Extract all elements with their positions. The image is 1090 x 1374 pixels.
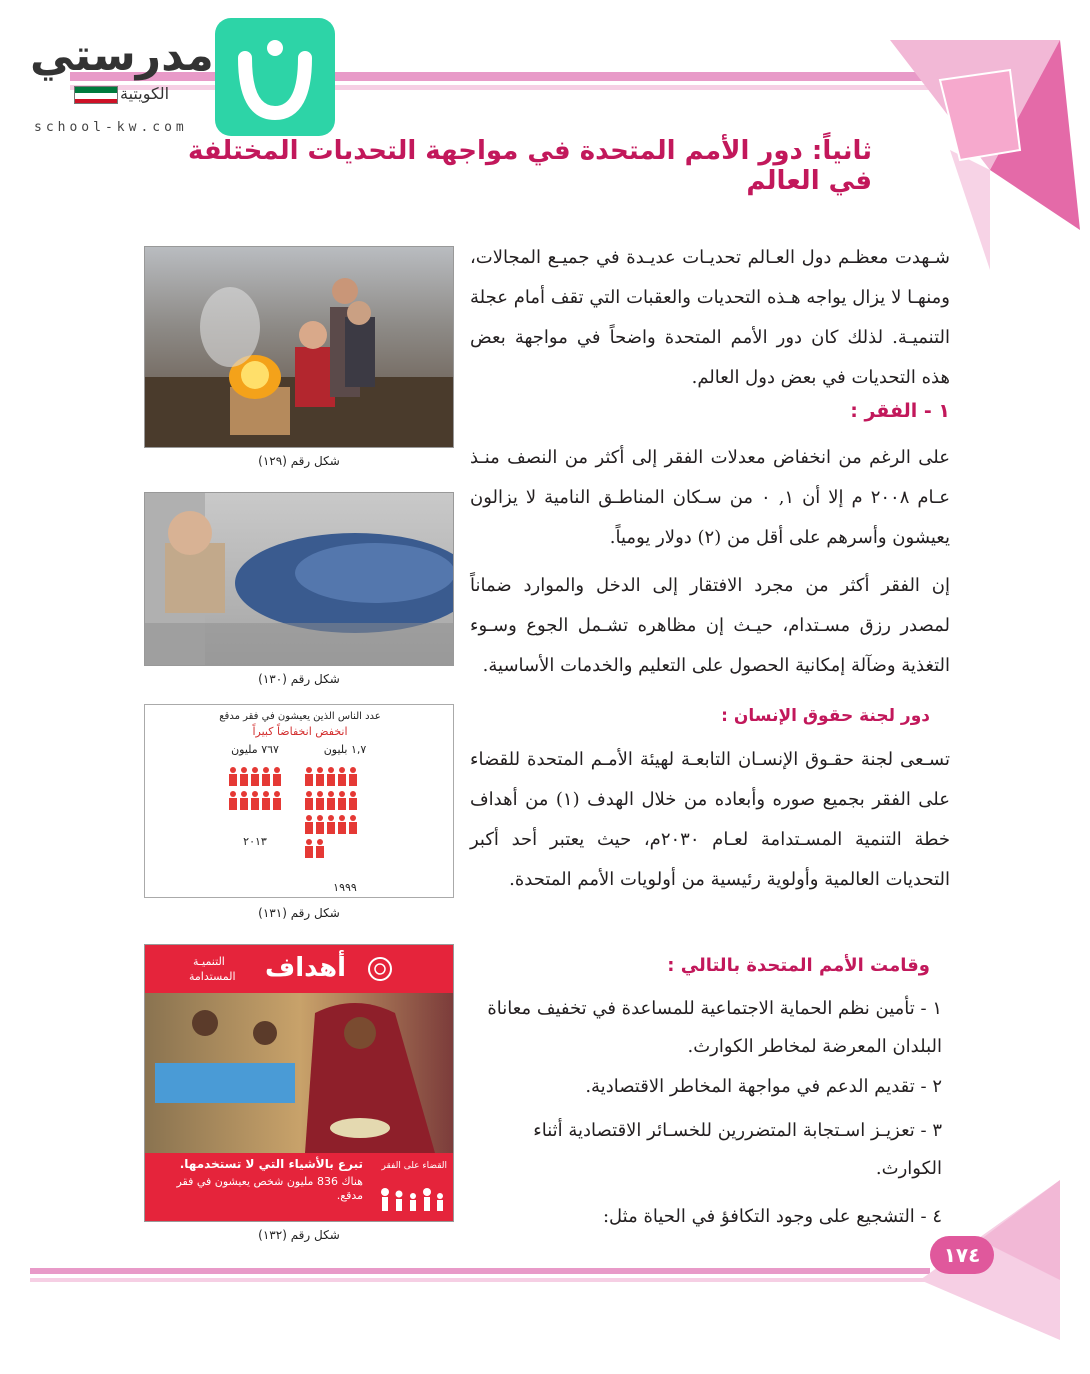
figure-129-caption: شكل رقم (١٢٩) [258,454,340,468]
poor-child-photo [144,492,454,666]
poster-goal-label: القضاء على الفقر [381,1161,447,1171]
poverty-heading: ١ - الفقر : [850,400,950,422]
poster-slogan: تبرع بالأشياء التي لا تستخدمها. [179,1157,363,1171]
person-icon-2013 [262,767,270,786]
top-ribbon-light [70,85,950,90]
poster-brand-sub2: المستدامة [189,970,236,983]
infographic-title: عدد الناس الذين يعيشون في فقر مدقع [219,711,381,722]
person-icon-1999 [316,815,324,834]
person-icon-1999 [349,815,357,834]
committee-heading: دور لجنة حقوق الإنسان : [721,706,930,726]
person-icon-2013 [240,791,248,810]
figure-131-caption: شكل رقم (١٣١) [258,906,340,920]
person-icon-2013 [251,767,259,786]
poster-brand-sub1: التنميـة [193,955,225,968]
person-icon-1999 [349,767,357,786]
person-icon-2013 [262,791,270,810]
sdg-poster [144,944,454,1222]
bottom-ribbon-light [30,1278,930,1282]
person-icon-2013 [251,791,259,810]
person-icon-1999 [338,815,346,834]
poverty-paragraph-2: إن الفقر أكثر من مجرد الافتقار إلى الدخل والموارد ضماناً لمصدر رزق مسـتدام، حيـث إن مظاهره تشـمل الجوع وسـوء التغذية وضآلة إمكانية الحصول على التعليم والخدمات الأساسية. [470,575,950,676]
figure-130-caption: شكل رقم (١٣٠) [258,672,340,686]
infographic-left-label: ٧٦٧ مليون [231,743,279,756]
poster-fact: هناك 836 مليون شخص يعيشون في فقر مدقع. [176,1175,363,1202]
kuwait-flag-icon [74,86,118,104]
person-icon-1999 [305,791,313,810]
person-icon-1999 [327,791,335,810]
logo-country: الكويتية [120,84,170,103]
person-icon-1999 [305,815,313,834]
logo-icon [215,18,335,136]
committee-paragraph: تسـعى لجنة حقـوق الإنسـان التابعـة لهيئة الأمـم المتحدة للقضاء على الفقر بجميع صوره وأبعاده من خلال الهدف (١) من أهداف خطة التنمية المسـتدامة لعـام ٢٠٣٠م، حيث يعتبر أحد أكبر التحديات العالمية وأولوية رئيسية من أولويات الأمم المتحدة. [470,749,951,890]
people-icons [145,761,454,881]
person-icon-1999 [305,839,313,858]
actions-heading: وقامت الأمم المتحدة بالتالي : [667,955,930,976]
un-emblem-icon [367,956,393,982]
poster-brand: أهداف [265,953,347,983]
figure-132-caption: شكل رقم (١٣٢) [258,1228,340,1242]
bottom-ribbon [30,1268,930,1274]
logo-name: مدرستي [30,30,214,81]
person-icon-2013 [229,791,237,810]
person-icon-1999 [327,767,335,786]
poster-header [145,945,454,993]
logo-url[interactable]: school-kw.com [34,120,188,135]
infographic-left-year: ٢٠١٣ [243,835,267,848]
family-icon [377,1187,447,1213]
children-fire-photo [144,246,454,448]
person-icon-2013 [240,767,248,786]
action-item-4: ٤ - التشجيع على وجود التكافؤ في الحياة مثل: [602,1206,942,1227]
action-item-3: ٣ - تعزيـز اسـتجابة المتضررين للخسـائر الاقتصادية أثناء الكوارث. [533,1120,942,1179]
person-icon-1999 [316,791,324,810]
infographic-right-year: ١٩٩٩ [333,881,357,894]
person-icon-1999 [349,791,357,810]
action-item-1: ١ - تأمين نظم الحماية الاجتماعية للمساعدة في تخفيف معاناة البلدان المعرضة لمخاطر الكوارث. [487,998,942,1057]
person-icon-2013 [229,767,237,786]
poverty-infographic [144,704,454,898]
intro-paragraph: شـهدت معظـم دول العـالم تحديـات عديـدة في جميـع المجالات، ومنهـا لا يزال يواجه هـذه التحديات والعقبات التي تقف أمام عجلة التنميـة. لذلك كان دور الأمم المتحدة واضحاً في مواجهة بعض هذه التحديات في بعض دول العالم. [470,247,950,388]
poster-photo [145,993,454,1153]
person-icon-1999 [316,839,324,858]
section-title: ثانياً: دور الأمم المتحدة في مواجهة التحديات المختلفة في العالم [187,136,872,196]
person-icon-1999 [338,767,346,786]
person-icon-1999 [338,791,346,810]
infographic-subtitle: انخفض انخفاضاً كبيراً [252,725,348,738]
person-icon-1999 [327,815,335,834]
page-number: ١٧٤ [930,1236,994,1274]
person-icon-2013 [273,767,281,786]
poster-footer [145,1153,454,1222]
infographic-right-label: ١,٧ بليون [323,743,367,756]
person-icon-1999 [316,767,324,786]
person-icon-1999 [305,767,313,786]
poverty-paragraph-1: على الرغم من انخفاض معدلات الفقر إلى أكثر من النصف منـذ عـام ٢٠٠٨ م إلا أن ١, ٠ من سـكان المناطـق النامية لا يزالون يعيشون وأسرهم على أقل من (٢) دولار يومياً. [470,447,950,548]
action-item-2: ٢ - تقديم الدعم في مواجهة المخاطر الاقتصادية. [585,1076,942,1097]
person-icon-2013 [273,791,281,810]
